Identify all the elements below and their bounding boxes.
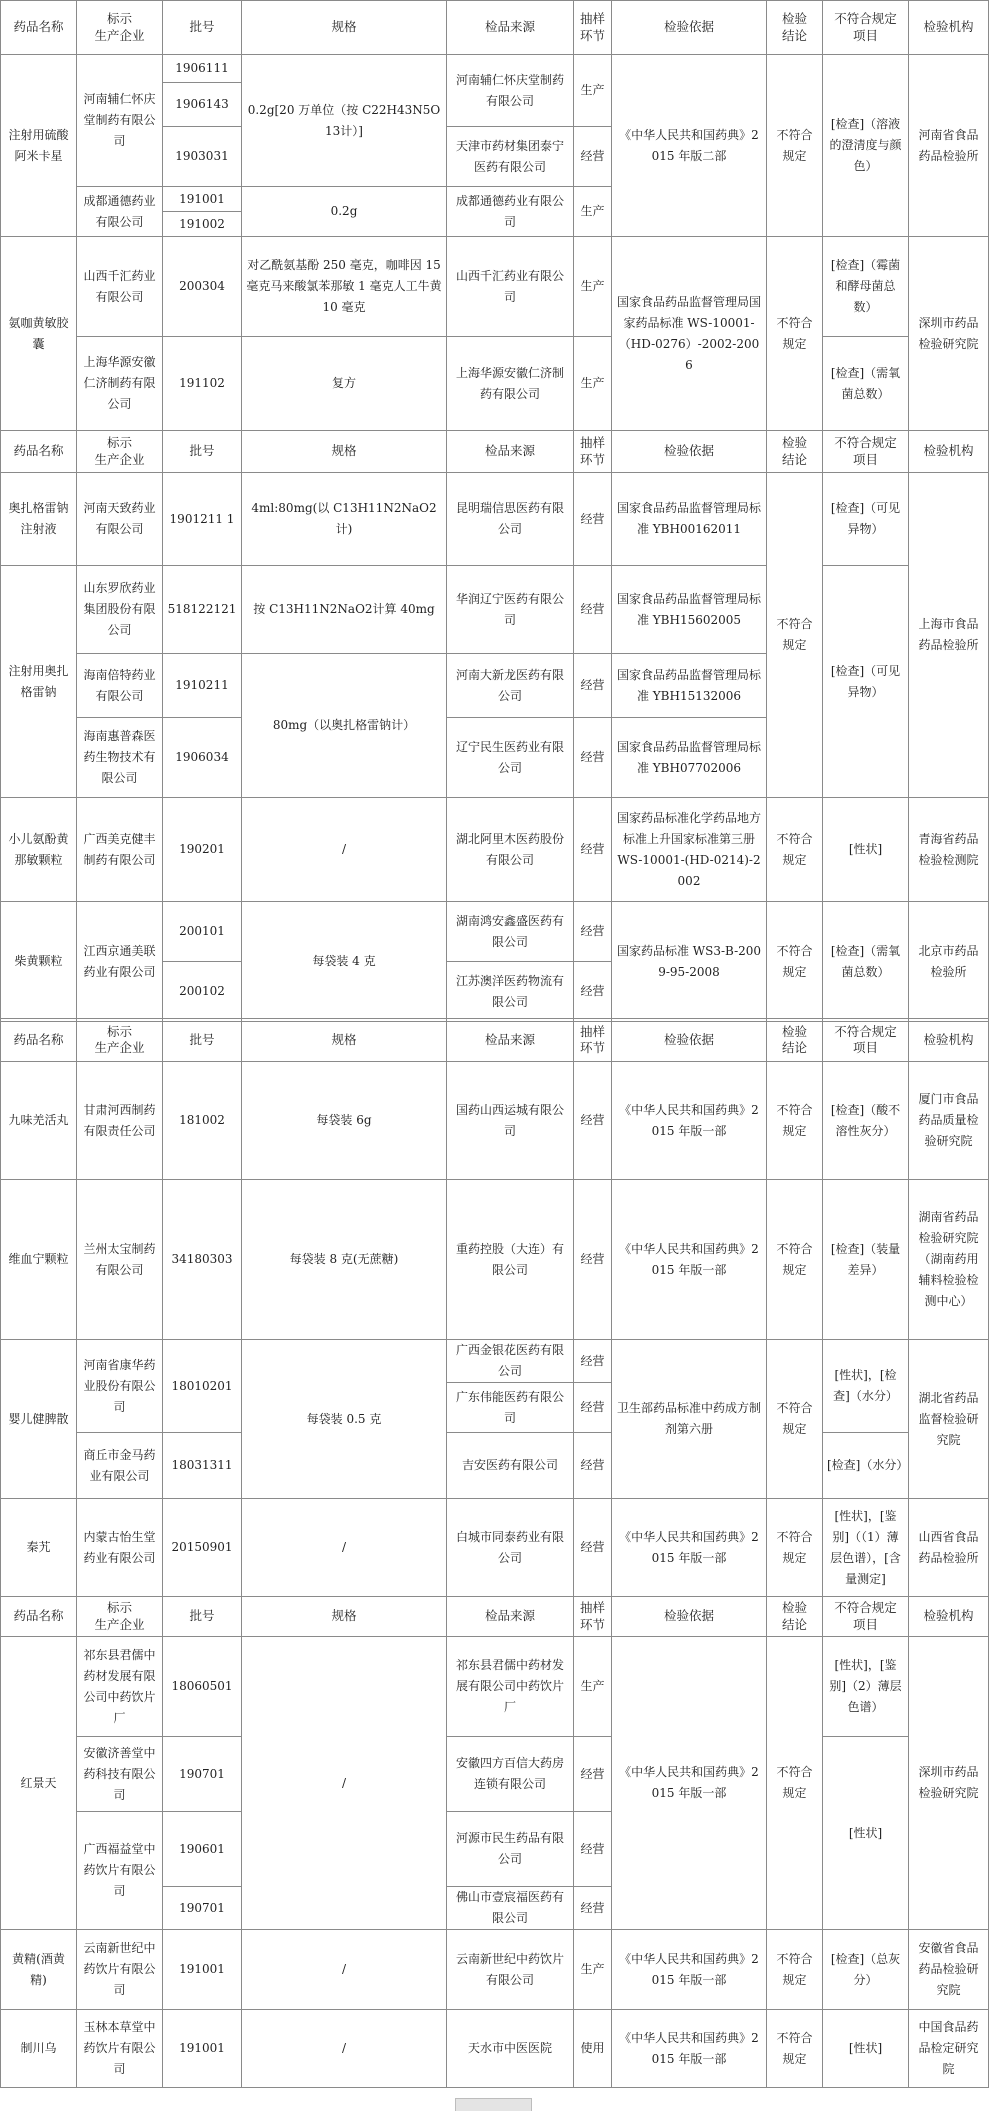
stage: 经营	[574, 127, 612, 187]
header-name: 药品名称	[1, 1019, 77, 1062]
header-maker: 标示 生产企业	[77, 1019, 163, 1062]
maker: 山西千汇药业有限公司	[77, 237, 163, 337]
inspection-table-2	[0, 430, 989, 1022]
stage: 经营	[574, 566, 612, 654]
header-spec: 规格	[242, 431, 447, 473]
table-row	[1, 337, 989, 431]
table-row	[1, 1637, 989, 1737]
spec: /	[242, 1637, 447, 1930]
institute: 中国食品药品检定研究院	[909, 2010, 989, 2088]
institute: 深圳市药品检验研究院	[909, 1637, 989, 1930]
header-name: 药品名称	[1, 431, 77, 473]
source: 广西金银花医药有限公司	[447, 1340, 574, 1383]
batch: 518122121	[163, 566, 242, 654]
batch: 1906034	[163, 718, 242, 798]
drug-name: 小儿氨酚黄那敏颗粒	[1, 798, 77, 902]
stage: 经营	[574, 1383, 612, 1433]
batch: 20150901	[163, 1499, 242, 1597]
header-source: 检品来源	[447, 431, 574, 473]
batch: 200101	[163, 902, 242, 962]
conclusion: 不符合规定	[767, 1062, 823, 1180]
header-source: 检品来源	[447, 1019, 574, 1062]
basis: 国家食品药品监督管理局标准 YBH07702006	[612, 718, 767, 798]
table-row	[1, 798, 989, 902]
inspection-table-4	[0, 1596, 989, 2088]
maker: 上海华源安徽仁济制药有限公司	[77, 337, 163, 431]
table-row	[1, 1180, 989, 1340]
source: 国药山西运城有限公司	[447, 1062, 574, 1180]
basis: 卫生部药品标准中药成方制剂第六册	[612, 1340, 767, 1499]
institute: 湖北省药品监督检验研究院	[909, 1340, 989, 1499]
basis: 《中华人民共和国药典》2015 年版一部	[612, 1062, 767, 1180]
drug-name: 制川乌	[1, 2010, 77, 2088]
header-batch: 批号	[163, 1, 242, 55]
inspection-table-3	[0, 1018, 989, 1597]
basis: 国家药品标准化学药品地方标准上升国家标准第三册 WS-10001-(HD-0214)-2002	[612, 798, 767, 902]
institute: 北京市药品检验所	[909, 902, 989, 1022]
failed-items: [性状]	[823, 2010, 909, 2088]
batch: 190701	[163, 1737, 242, 1812]
table-row	[1, 473, 989, 566]
failed-items: [性状]	[823, 798, 909, 902]
table-row	[1, 237, 989, 337]
institute: 青海省药品检验检测院	[909, 798, 989, 902]
maker: 山东罗欣药业集团股份有限公司	[77, 566, 163, 654]
conclusion: 不符合规定	[767, 473, 823, 798]
institute: 深圳市药品检验研究院	[909, 237, 989, 431]
source: 湖北阿里木医药股份有限公司	[447, 798, 574, 902]
table-row	[1, 566, 989, 654]
maker: 甘肃河西制药有限责任公司	[77, 1062, 163, 1180]
table-section-2	[0, 430, 989, 1022]
stage: 经营	[574, 1062, 612, 1180]
scroll-tab	[455, 2098, 532, 2111]
stage: 生产	[574, 1637, 612, 1737]
spec: 复方	[242, 337, 447, 431]
basis: 《中华人民共和国药典》2015 年版一部	[612, 1637, 767, 1930]
failed-items: [检查]（需氧菌总数）	[823, 902, 909, 1022]
header-spec: 规格	[242, 1, 447, 55]
basis: 国家食品药品监督管理局标准 YBH00162011	[612, 473, 767, 566]
drug-name: 注射用奥扎格雷钠	[1, 566, 77, 798]
source: 成都通德药业有限公司	[447, 187, 574, 237]
batch: 191102	[163, 337, 242, 431]
source: 白城市同泰药业有限公司	[447, 1499, 574, 1597]
spec: 4ml:80mg(以 C13H11N2NaO2计)	[242, 473, 447, 566]
conclusion: 不符合规定	[767, 1340, 823, 1499]
source: 河南辅仁怀庆堂制药有限公司	[447, 55, 574, 127]
header-conclusion: 检验 结论	[767, 431, 823, 473]
maker: 成都通德药业有限公司	[77, 187, 163, 237]
batch: 34180303	[163, 1180, 242, 1340]
failed-items: [检查]（溶液的澄清度与颜色）	[823, 55, 909, 237]
stage: 生产	[574, 55, 612, 127]
conclusion: 不符合规定	[767, 798, 823, 902]
header-basis: 检验依据	[612, 1019, 767, 1062]
failed-items: [性状]，[检查]（水分）	[823, 1340, 909, 1433]
basis: 国家食品药品监督管理局标准 YBH15602005	[612, 566, 767, 654]
maker: 云南新世纪中药饮片有限公司	[77, 1930, 163, 2010]
stage: 经营	[574, 1340, 612, 1383]
table-row	[1, 1737, 989, 1812]
spec: 0.2g	[242, 187, 447, 237]
batch: 18031311	[163, 1433, 242, 1499]
maker: 商丘市金马药业有限公司	[77, 1433, 163, 1499]
stage: 经营	[574, 798, 612, 902]
header-items: 不符合规定 项目	[823, 1597, 909, 1637]
stage: 经营	[574, 1887, 612, 1930]
institute: 山西省食品药品检验所	[909, 1499, 989, 1597]
batch: 191001	[163, 187, 242, 212]
failed-items: [检查]（装量差异）	[823, 1180, 909, 1340]
spec: 按 C13H11N2NaO2计算 40mg	[242, 566, 447, 654]
drug-name: 红景天	[1, 1637, 77, 1930]
source: 上海华源安徽仁济制药有限公司	[447, 337, 574, 431]
drug-name: 奥扎格雷钠注射液	[1, 473, 77, 566]
source: 山西千汇药业有限公司	[447, 237, 574, 337]
spec: /	[242, 1499, 447, 1597]
table-section-4	[0, 1596, 989, 2088]
header-items: 不符合规定 项目	[823, 431, 909, 473]
maker: 海南惠普森医药生物技术有限公司	[77, 718, 163, 798]
batch: 181002	[163, 1062, 242, 1180]
maker: 玉林本草堂中药饮片有限公司	[77, 2010, 163, 2088]
header-source: 检品来源	[447, 1597, 574, 1637]
spec: 80mg（以奥扎格雷钠计）	[242, 654, 447, 798]
batch: 200304	[163, 237, 242, 337]
table-row	[1, 1062, 989, 1180]
maker: 河南省康华药业股份有限公司	[77, 1340, 163, 1433]
header-institute: 检验机构	[909, 1, 989, 55]
failed-items: [性状]	[823, 1737, 909, 1930]
spec: /	[242, 1930, 447, 2010]
source: 安徽四方百信大药房连锁有限公司	[447, 1737, 574, 1812]
source: 天水市中医医院	[447, 2010, 574, 2088]
maker: 海南倍特药业有限公司	[77, 654, 163, 718]
header-institute: 检验机构	[909, 1597, 989, 1637]
stage: 经营	[574, 962, 612, 1022]
stage: 经营	[574, 1499, 612, 1597]
source: 湖南鸿安鑫盛医药有限公司	[447, 902, 574, 962]
batch: 190601	[163, 1812, 242, 1887]
header-source: 检品来源	[447, 1, 574, 55]
stage: 经营	[574, 902, 612, 962]
institute: 上海市食品药品检验所	[909, 473, 989, 798]
maker: 广西福益堂中药饮片有限公司	[77, 1812, 163, 1930]
inspection-table-1	[0, 0, 989, 431]
source: 江苏澳洋医药物流有限公司	[447, 962, 574, 1022]
conclusion: 不符合规定	[767, 55, 823, 237]
batch: 1901211 1	[163, 473, 242, 566]
basis: 《中华人民共和国药典》2015 年版二部	[612, 55, 767, 237]
header-maker: 标示 生产企业	[77, 1597, 163, 1637]
header-row	[1, 1597, 989, 1637]
stage: 经营	[574, 1180, 612, 1340]
batch: 1903031	[163, 127, 242, 187]
basis: 《中华人民共和国药典》2015 年版一部	[612, 1180, 767, 1340]
header-stage: 抽样 环节	[574, 1019, 612, 1062]
stage: 经营	[574, 1737, 612, 1812]
source: 祁东县君儒中药材发展有限公司中药饮片厂	[447, 1637, 574, 1737]
table-row	[1, 55, 989, 83]
header-basis: 检验依据	[612, 1, 767, 55]
stage: 经营	[574, 718, 612, 798]
table-row	[1, 1930, 989, 2010]
batch: 191001	[163, 2010, 242, 2088]
stage: 经营	[574, 1812, 612, 1887]
institute: 湖南省药品检验研究院（湖南药用辅料检验检测中心）	[909, 1180, 989, 1340]
batch: 1906143	[163, 83, 242, 127]
drug-name: 注射用硫酸阿米卡星	[1, 55, 77, 237]
failed-items: [检查]（需氧菌总数）	[823, 337, 909, 431]
maker: 祁东县君儒中药材发展有限公司中药饮片厂	[77, 1637, 163, 1737]
header-stage: 抽样 环节	[574, 1597, 612, 1637]
drug-name: 黄精(酒黄精)	[1, 1930, 77, 2010]
header-name: 药品名称	[1, 1, 77, 55]
maker: 内蒙古怡生堂药业有限公司	[77, 1499, 163, 1597]
basis: 《中华人民共和国药典》2015 年版一部	[612, 2010, 767, 2088]
batch: 191002	[163, 212, 242, 237]
source: 河南大新龙医药有限公司	[447, 654, 574, 718]
drug-name: 柴黄颗粒	[1, 902, 77, 1022]
batch: 190201	[163, 798, 242, 902]
institute: 河南省食品药品检验所	[909, 55, 989, 237]
conclusion: 不符合规定	[767, 237, 823, 431]
stage: 生产	[574, 337, 612, 431]
header-conclusion: 检验 结论	[767, 1019, 823, 1062]
header-row	[1, 1, 989, 55]
header-conclusion: 检验 结论	[767, 1, 823, 55]
source: 佛山市壹宸福医药有限公司	[447, 1887, 574, 1930]
batch: 1910211	[163, 654, 242, 718]
header-basis: 检验依据	[612, 431, 767, 473]
basis: 国家药品标准 WS3-B-2009-95-2008	[612, 902, 767, 1022]
header-institute: 检验机构	[909, 431, 989, 473]
drug-name: 九味羌活丸	[1, 1062, 77, 1180]
maker: 河南辅仁怀庆堂制药有限公司	[77, 55, 163, 187]
basis: 国家食品药品监督管理局标准 YBH15132006	[612, 654, 767, 718]
source: 云南新世纪中药饮片有限公司	[447, 1930, 574, 2010]
header-maker: 标示 生产企业	[77, 431, 163, 473]
source: 昆明瑞信思医药有限公司	[447, 473, 574, 566]
stage: 经营	[574, 1433, 612, 1499]
header-basis: 检验依据	[612, 1597, 767, 1637]
failed-items: [检查]（可见异物）	[823, 473, 909, 566]
header-batch: 批号	[163, 1597, 242, 1637]
spec: 对乙酰氨基酚 250 毫克，咖啡因 15 毫克马来酸氯苯那敏 1 毫克人工牛黄 10 毫克	[242, 237, 447, 337]
header-name: 药品名称	[1, 1597, 77, 1637]
spec: 每袋装 6g	[242, 1062, 447, 1180]
conclusion: 不符合规定	[767, 1930, 823, 2010]
header-batch: 批号	[163, 431, 242, 473]
spec: 每袋装 0.5 克	[242, 1340, 447, 1499]
basis: 《中华人民共和国药典》2015 年版一部	[612, 1499, 767, 1597]
header-row	[1, 431, 989, 473]
table-row	[1, 1433, 989, 1499]
drug-name: 婴儿健脾散	[1, 1340, 77, 1499]
header-stage: 抽样 环节	[574, 1, 612, 55]
failed-items: [性状]，[鉴别]（2）薄层色谱）	[823, 1637, 909, 1737]
failed-items: [检查]（酸不溶性灰分）	[823, 1062, 909, 1180]
failed-items: [性状]，[鉴别]（（1）薄层色谱），[含量测定]	[823, 1499, 909, 1597]
source: 华润辽宁医药有限公司	[447, 566, 574, 654]
table-section-1	[0, 0, 989, 431]
header-row	[1, 1019, 989, 1062]
conclusion: 不符合规定	[767, 902, 823, 1022]
header-items: 不符合规定 项目	[823, 1, 909, 55]
institute: 厦门市食品药品质量检验研究院	[909, 1062, 989, 1180]
spec: 每袋装 4 克	[242, 902, 447, 1022]
failed-items: [检查]（水分）	[823, 1433, 909, 1499]
header-spec: 规格	[242, 1019, 447, 1062]
batch: 190701	[163, 1887, 242, 1930]
header-maker: 标示 生产企业	[77, 1, 163, 55]
spec: 0.2g[20 万单位（按 C22H43N5O13计）]	[242, 55, 447, 187]
drug-name: 维血宁颗粒	[1, 1180, 77, 1340]
source: 河源市民生药品有限公司	[447, 1812, 574, 1887]
maker: 兰州太宝制药有限公司	[77, 1180, 163, 1340]
stage: 经营	[574, 473, 612, 566]
institute: 安徽省食品药品检验研究院	[909, 1930, 989, 2010]
table-section-3	[0, 1018, 989, 1597]
stage: 使用	[574, 2010, 612, 2088]
drug-name: 氨咖黄敏胶囊	[1, 237, 77, 431]
conclusion: 不符合规定	[767, 2010, 823, 2088]
table-row	[1, 902, 989, 962]
batch: 18010201	[163, 1340, 242, 1433]
source: 重药控股（大连）有限公司	[447, 1180, 574, 1340]
failed-items: [检查]（可见异物）	[823, 566, 909, 798]
stage: 生产	[574, 237, 612, 337]
conclusion: 不符合规定	[767, 1637, 823, 1930]
header-institute: 检验机构	[909, 1019, 989, 1062]
failed-items: [检查]（霉菌和酵母菌总数）	[823, 237, 909, 337]
batch: 1906111	[163, 55, 242, 83]
table-row	[1, 1499, 989, 1597]
maker: 河南天致药业有限公司	[77, 473, 163, 566]
stage: 生产	[574, 1930, 612, 2010]
maker: 广西美克健丰制药有限公司	[77, 798, 163, 902]
source: 广东伟能医药有限公司	[447, 1383, 574, 1433]
basis: 《中华人民共和国药典》2015 年版一部	[612, 1930, 767, 2010]
spec: 每袋装 8 克(无蔗糖)	[242, 1180, 447, 1340]
stage: 经营	[574, 654, 612, 718]
source: 吉安医药有限公司	[447, 1433, 574, 1499]
basis: 国家食品药品监督管理局国家药品标准 WS-10001-（HD-0276）-2002-2006	[612, 237, 767, 431]
spec: /	[242, 798, 447, 902]
maker: 安徽济善堂中药科技有限公司	[77, 1737, 163, 1812]
stage: 生产	[574, 187, 612, 237]
table-row	[1, 2010, 989, 2088]
header-batch: 批号	[163, 1019, 242, 1062]
header-items: 不符合规定 项目	[823, 1019, 909, 1062]
failed-items: [检查]（总灰分）	[823, 1930, 909, 2010]
header-stage: 抽样 环节	[574, 431, 612, 473]
spec: /	[242, 2010, 447, 2088]
conclusion: 不符合规定	[767, 1180, 823, 1340]
source: 辽宁民生医药业有限公司	[447, 718, 574, 798]
table-row	[1, 1340, 989, 1383]
header-spec: 规格	[242, 1597, 447, 1637]
maker: 江西京通美联药业有限公司	[77, 902, 163, 1022]
source: 天津市药材集团泰宁医药有限公司	[447, 127, 574, 187]
batch: 200102	[163, 962, 242, 1022]
conclusion: 不符合规定	[767, 1499, 823, 1597]
batch: 18060501	[163, 1637, 242, 1737]
batch: 191001	[163, 1930, 242, 2010]
header-conclusion: 检验 结论	[767, 1597, 823, 1637]
drug-name: 秦艽	[1, 1499, 77, 1597]
